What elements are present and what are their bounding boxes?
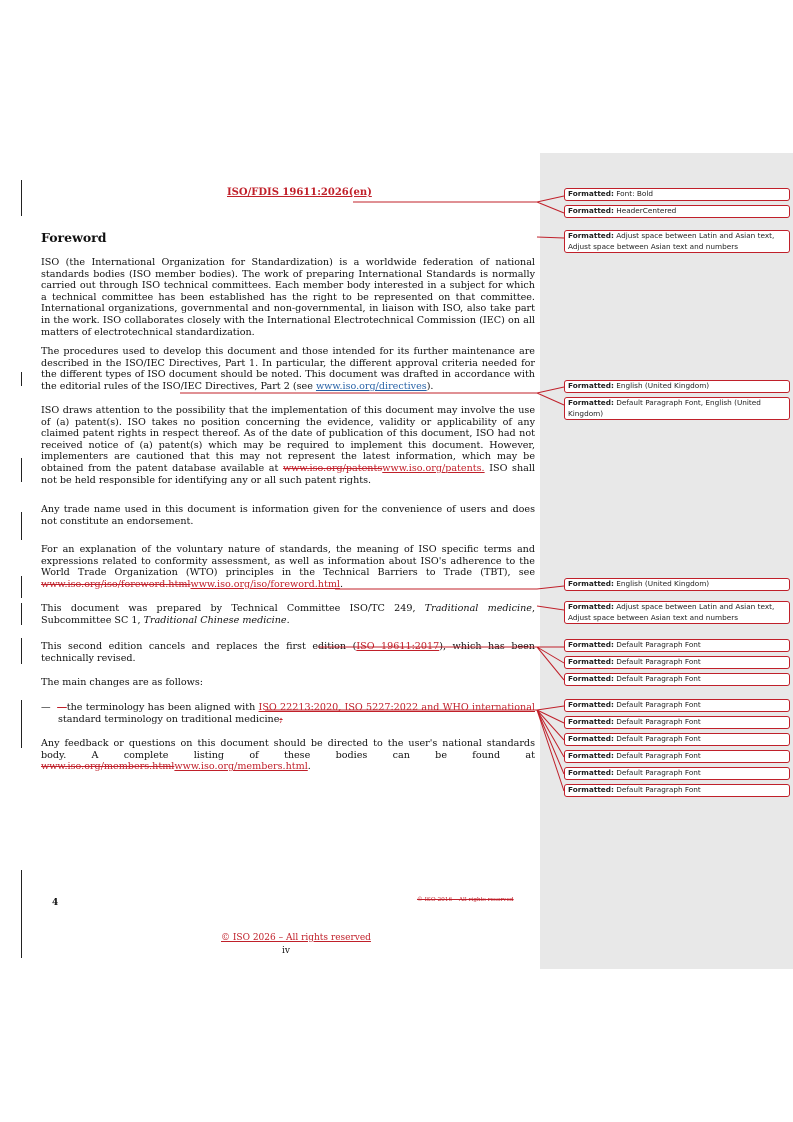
- paragraph-text: The procedures used to develop this document and those intended for its further maintenance are described in the ISO/IEC Directives, Part 1. In particular, the different approval criteria needed for the different types of ISO document should be noted. This document was drafted in accordance with the editorial rules of the ISO/IEC Directives, Part 2 (see: [41, 346, 535, 392]
- paragraph-end: .: [340, 578, 344, 590]
- list-text: standard terminology on traditional medicine: [58, 713, 280, 725]
- paragraph-text: ISO draws attention to the possibility that the implementation of this document may involve the use of (a) patent(s). ISO takes no position concerning the evidence, validity or applicability of any claimed patent rights in respect thereof. As of the date of publication of this document, ISO had not received notice of (a) patent(s) which may be required to implement this document. However, implementers are cautioned that this may not represent the latest information, which may be obtained from the patent database available at: [41, 405, 535, 474]
- deleted-foreword-link[interactable]: www.iso.org/iso/foreword.html: [41, 578, 191, 590]
- comment-label: Formatted:: [568, 768, 614, 777]
- directives-link[interactable]: www.iso.org/directives: [315, 380, 427, 392]
- comment-pane: [540, 153, 793, 969]
- paragraph-main-changes: The main changes are as follows:: [41, 677, 203, 688]
- foreword-heading: Foreword: [41, 230, 107, 245]
- comment-text: Default Paragraph Font: [613, 768, 701, 777]
- comment-text: Adjust space between Latin and Asian text, Adjust space between Asian text and numbers: [568, 602, 775, 622]
- comment-text: Default Paragraph Font: [613, 751, 701, 760]
- edition-reference: ISO 19611:2017: [356, 641, 440, 652]
- paragraph-text: This document was prepared by Technical Committee ISO/TC 249,: [41, 603, 425, 614]
- roman-page-number: iv: [282, 946, 290, 956]
- comment-balloon[interactable]: [564, 767, 790, 780]
- comment-label: Formatted:: [568, 785, 614, 794]
- comment-text: Default Paragraph Font: [613, 785, 701, 794]
- comment-text: Default Paragraph Font: [613, 700, 701, 709]
- comment-balloon[interactable]: [564, 397, 790, 420]
- comment-balloon[interactable]: [564, 205, 790, 218]
- change-bar: [21, 372, 22, 386]
- list-dash: —: [41, 702, 51, 713]
- paragraph-voluntary-nature: [41, 544, 535, 590]
- comment-balloon[interactable]: [564, 578, 790, 591]
- comment-label: Formatted:: [568, 579, 614, 588]
- paragraph-committee: [41, 603, 535, 626]
- change-bar: [21, 700, 22, 748]
- comment-label: Formatted:: [568, 602, 614, 611]
- paragraph-iso-federation: ISO (the International Organization for Standardization) is a worldwide federation of national standards bodies (ISO member bodies). The work of preparing International Standards is normally carried out through ISO technical committees. Each member body interested in a subject for which a technical committee has been established has the right to be represented on that committee. International organizations, governmental and non-governmental, in liaison with ISO, also take part in the work. ISO collaborates closely with the International Electrotechnical Commission (IEC) on all matters of electrotechnical standardization.: [41, 257, 535, 338]
- paragraph-text: , Subcommittee SC 1,: [41, 603, 535, 626]
- comment-balloon[interactable]: [564, 639, 790, 652]
- comment-label: Formatted:: [568, 381, 614, 390]
- comment-label: Formatted:: [568, 674, 614, 683]
- inserted-foreword-link[interactable]: www.iso.org/iso/foreword.html: [190, 578, 340, 590]
- comment-text: Default Paragraph Font: [613, 674, 701, 683]
- paragraph-text: ), which has been technically revised.: [41, 641, 535, 664]
- comment-balloon[interactable]: [564, 188, 790, 201]
- comment-label: Formatted:: [568, 189, 614, 198]
- comment-label: Formatted:: [568, 231, 614, 240]
- comment-label: Formatted:: [568, 700, 614, 709]
- paragraph-trade-name: Any trade name used in this document is information given for the convenience of users and does not constitute an endorsement.: [41, 504, 535, 527]
- paragraph-patents: [41, 405, 535, 486]
- comment-text: Default Paragraph Font: [613, 640, 701, 649]
- comment-text: Default Paragraph Font, English (United Kingdom): [568, 398, 761, 418]
- change-bar: [21, 870, 22, 958]
- comment-text: English (United Kingdom): [613, 381, 710, 390]
- paragraph-text: Any feedback or questions on this document should be directed to the user's national standards body. A complete listing of these bodies can be found at: [41, 738, 535, 761]
- comment-balloon[interactable]: [564, 716, 790, 729]
- comment-balloon[interactable]: [564, 601, 790, 624]
- comment-balloon[interactable]: [564, 733, 790, 746]
- comment-text: Default Paragraph Font: [613, 734, 701, 743]
- comment-text: English (United Kingdom): [613, 579, 710, 588]
- deleted-copyright: © ISO 2016 – All rights reserved: [417, 897, 514, 903]
- deleted-dash: —: [57, 702, 67, 713]
- change-bar: [21, 512, 22, 540]
- list-text: the terminology has been aligned with: [66, 702, 259, 713]
- paragraph-end: .: [286, 614, 290, 626]
- comment-text: Default Paragraph Font: [613, 717, 701, 726]
- paragraph-text: For an explanation of the voluntary nature of standards, the meaning of ISO specific terms and expressions related to conformity assessment, as well as information about ISO's adherence to the World Trade Organization (WTO) principles in the Technical Barriers to Trade (TBT), see: [41, 544, 535, 579]
- comment-balloon[interactable]: [564, 673, 790, 686]
- paragraph-feedback: [41, 738, 535, 773]
- list-item-change: [41, 702, 535, 725]
- header-title: ISO/FDIS 19611:2026(en): [227, 187, 372, 198]
- change-bar: [21, 458, 22, 482]
- deleted-semicolon: ;: [279, 713, 283, 725]
- comment-text: Default Paragraph Font: [613, 657, 701, 666]
- comment-balloon[interactable]: [564, 784, 790, 797]
- paragraph-end: ISO shall not be held responsible for identifying any or all such patent rights.: [41, 462, 535, 486]
- comment-balloon[interactable]: [564, 380, 790, 393]
- paragraph-edition: [41, 641, 535, 664]
- comment-label: Formatted:: [568, 751, 614, 760]
- paragraph-end: .: [307, 761, 311, 773]
- copyright-notice: © ISO 2026 – All rights reserved: [221, 933, 371, 943]
- comment-balloon[interactable]: [564, 230, 790, 253]
- subcommittee-name: Traditional Chinese medicine: [143, 614, 287, 626]
- paragraph-procedures: [41, 346, 535, 392]
- comment-balloon[interactable]: [564, 750, 790, 763]
- comment-label: Formatted:: [568, 640, 614, 649]
- comment-label: Formatted:: [568, 657, 614, 666]
- deleted-patents-link[interactable]: www.iso.org/patents: [282, 462, 383, 474]
- comment-balloon[interactable]: [564, 656, 790, 669]
- comment-label: Formatted:: [568, 398, 614, 407]
- change-bar: [21, 576, 22, 598]
- comment-text: Adjust space between Latin and Asian text, Adjust space between Asian text and numbers: [568, 231, 775, 251]
- inserted-patents-link[interactable]: www.iso.org/patents.: [382, 462, 485, 474]
- change-bar: [21, 603, 22, 625]
- terminology-references: ISO 22213:2020, ISO 5227:2022 and WHO international: [258, 702, 535, 713]
- paragraph-text: This second edition cancels and replaces the first edition (: [41, 641, 357, 652]
- paragraph-end: ).: [426, 380, 434, 392]
- change-bar: [21, 638, 22, 664]
- comment-text: Font: Bold: [613, 189, 654, 198]
- comment-balloon[interactable]: [564, 699, 790, 712]
- deleted-members-link[interactable]: www.iso.org/members.html: [41, 761, 175, 773]
- comment-label: Formatted:: [568, 717, 614, 726]
- comment-label: Formatted:: [568, 206, 614, 215]
- page-number: 4: [52, 898, 59, 908]
- comment-text: HeaderCentered: [613, 206, 677, 215]
- change-bar: [21, 180, 22, 216]
- committee-name: Traditional medicine: [424, 603, 532, 614]
- inserted-members-link[interactable]: www.iso.org/members.html: [174, 761, 308, 773]
- comment-label: Formatted:: [568, 734, 614, 743]
